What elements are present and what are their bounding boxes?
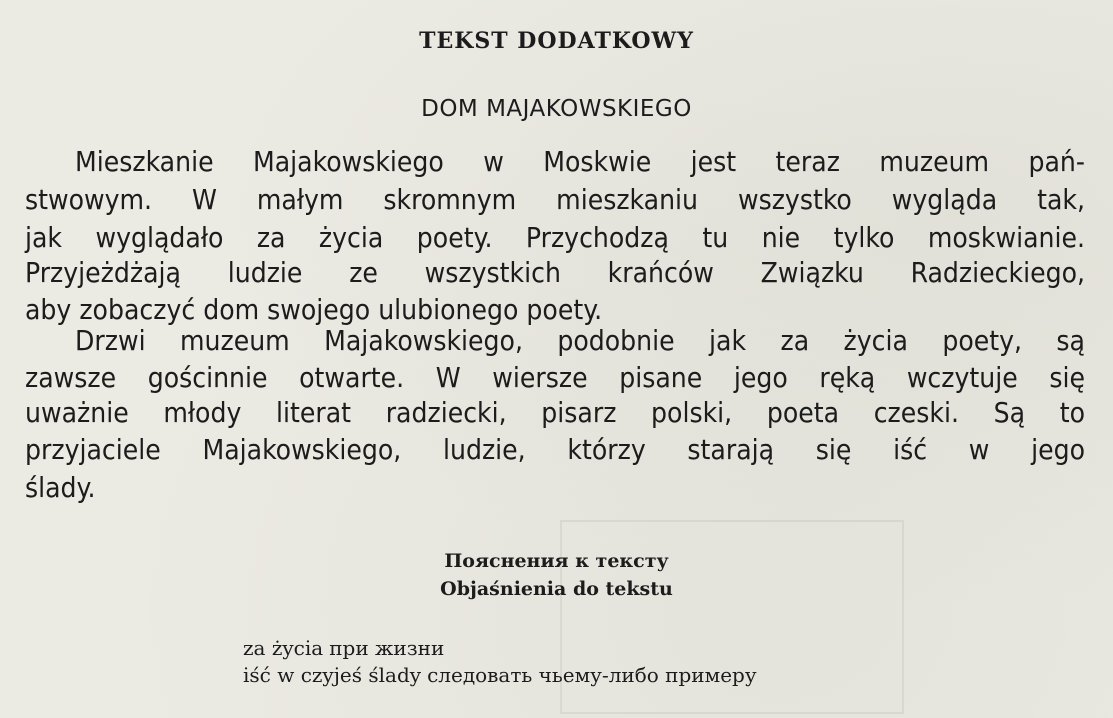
body-line: Mieszkanie Majakowskiego w Moskwie jest teraz muzeum pań- (75, 145, 1085, 178)
body-line: zawsze gościnnie otwarte. W wiersze pisane jego ręką wczytuje się (25, 361, 1085, 394)
section-title: TEKST DODATKOWY (419, 28, 694, 54)
glossary-term-pl: za życia (243, 636, 324, 660)
article-title: DOM MAJAKOWSKIEGO (421, 96, 692, 122)
body-line: aby zobaczyć dom swojego ulubionego poety. (25, 293, 603, 326)
glossary-translation-ru: при жизни (329, 636, 445, 660)
glossary-item (243, 638, 444, 658)
glossary-term-pl: iść w czyjeś ślady (243, 663, 422, 687)
body-line: przyjaciele Majakowskiego, ludzie, którzy starają się iść w jego (25, 433, 1085, 466)
body-line: stwowym. W małym skromnym mieszkaniu wszystko wygląda tak, (25, 183, 1085, 216)
body-line: Drzwi muzeum Majakowskiego, podobnie jak za życia poety, są (75, 324, 1085, 357)
glossary-translation-ru: следовать чьему-либо примеру (427, 663, 757, 687)
glossary-heading-pl: Objaśnienia do tekstu (440, 578, 673, 600)
body-line: ślady. (25, 471, 96, 504)
body-line: uważnie młody literat radziecki, pisarz polski, poeta czeski. Są to (25, 396, 1085, 429)
glossary-item (243, 665, 757, 685)
body-line: jak wyglądało za życia poety. Przychodzą tu nie tylko moskwianie. (25, 221, 1085, 254)
body-line: Przyjeżdżają ludzie ze wszystkich krańców Związku Radzieckiego, (25, 256, 1085, 289)
glossary-heading-ru: Пояснения к тексту (444, 550, 669, 572)
